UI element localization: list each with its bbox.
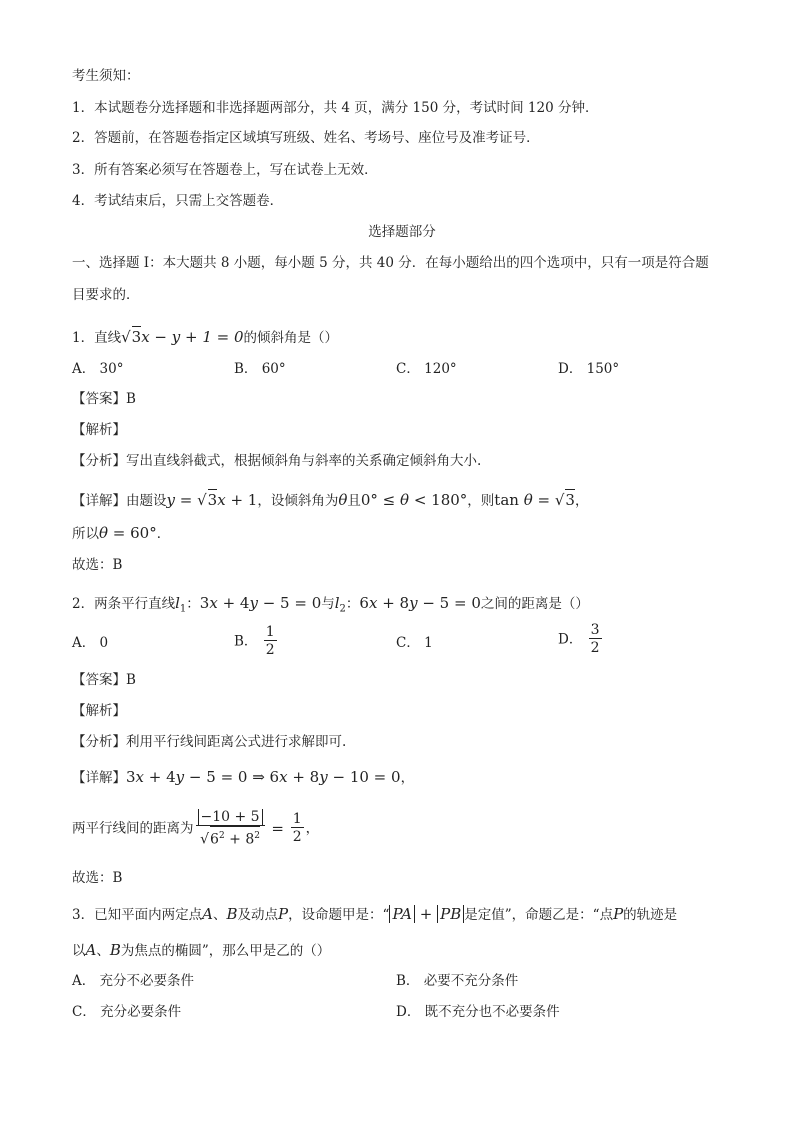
q2-xiangjie: 【详解】3x + 4y − 5 = 0 ⇒ 6x + 8y − 10 = 0， [72, 768, 415, 786]
q1-jiexi: 【解析】 [72, 422, 126, 438]
q1-suffix: 的倾斜角是（） [243, 330, 339, 346]
notice-item-2: 2．答题前，在答题卷指定区域填写班级、姓名、考场号、座位号及准考证号． [72, 130, 540, 146]
q1-xiangjie: 【详解】由题设y = √3x + 1，设倾斜角为θ且0° ≤ θ < 180°，则tan θ = √3， [72, 491, 589, 509]
notice-item-4: 4．考试结束后，只需上交答题卷． [72, 193, 284, 209]
q2-distance-fraction: $\frac{-10 + 5}{√6^2 + 8^2}$ [196, 809, 265, 849]
q2-fenxi: 【分析】利用平行线间距离公式进行求解即可. [72, 734, 347, 750]
q2-distance-result: $\frac{1}{2}$ [292, 811, 302, 845]
q1-option-b[interactable]: B． 60° [234, 361, 286, 377]
q2-option-b-fraction: $\frac{1}{2}$ [265, 624, 275, 658]
q2-choose: 故选：B [72, 870, 123, 886]
q2-jiexi: 【解析】 [72, 703, 126, 719]
notice-item-3: 3．所有答案必须写在答题卷上，写在试卷上无效． [72, 162, 378, 178]
notice-item-1: 1．本试题卷分选择题和非选择题两部分，共 4 页，满分 150 分，考试时间 120 分钟． [72, 100, 599, 116]
q2-stem: 2．两条平行直线$l_1$：3x + 4y − 5 = 0与$l_2$：6x + 8y − 5 = 0之间的距离是（） [72, 594, 589, 615]
q3-option-a[interactable]: A． 充分不必要条件 [72, 973, 195, 989]
part1-instruction-line1: 一、选择题 I：本大题共 8 小题，每小题 5 分，共 40 分．在每小题给出的四个选项中，只有一项是符合题 [72, 255, 709, 271]
q1-equation: √3x − y + 1 = 0 [121, 328, 244, 346]
q2-answer: 【答案】B [72, 672, 136, 688]
q2-option-d[interactable]: D． $\frac{3}{2}$ [558, 622, 600, 656]
q3-option-c[interactable]: C． 充分必要条件 [72, 1004, 182, 1020]
q2-option-a[interactable]: A． 0 [72, 635, 109, 651]
q1-fenxi: 【分析】写出直线斜截式，根据倾斜角与斜率的关系确定倾斜角大小. [72, 453, 482, 469]
q2-option-d-fraction: $\frac{3}{2}$ [590, 622, 600, 656]
section-title: 选择题部分 [368, 224, 436, 240]
q2-option-b[interactable]: B． $\frac{1}{2}$ [234, 624, 275, 658]
q2-option-c[interactable]: C． 1 [396, 635, 433, 651]
q1-stem [72, 326, 338, 348]
q1-option-c[interactable]: C． 120° [396, 361, 457, 377]
notice-title: 考生须知： [72, 68, 140, 84]
q1-option-a[interactable]: A． 30° [72, 361, 124, 377]
q1-conclusion: 所以θ = 60°． [72, 524, 171, 542]
q3-stem-line1: 3．已知平面内两定点A、B及动点P，设命题甲是：“ PA + PB 是定值”，命题乙是：“点P的轨迹是 [72, 905, 678, 923]
q2-distance: 两平行线间的距离为 $\frac{-10 + 5}{√6^2 + 8^2}$ = $\frac{1}{2}$ ， [72, 808, 320, 848]
q3-option-b[interactable]: B． 必要不充分条件 [396, 973, 519, 989]
q3-option-d[interactable]: D． 既不充分也不必要条件 [396, 1004, 560, 1020]
q1-answer: 【答案】B [72, 391, 136, 407]
q1-choose: 故选：B [72, 557, 123, 573]
part1-instruction-line2: 目要求的． [72, 287, 140, 303]
q1-prefix: 1．直线 [72, 330, 122, 346]
q1-option-d[interactable]: D． 150° [558, 361, 620, 377]
q3-stem-line2: 以A、B为焦点的椭圆”，那么甲是乙的（） [72, 941, 331, 959]
